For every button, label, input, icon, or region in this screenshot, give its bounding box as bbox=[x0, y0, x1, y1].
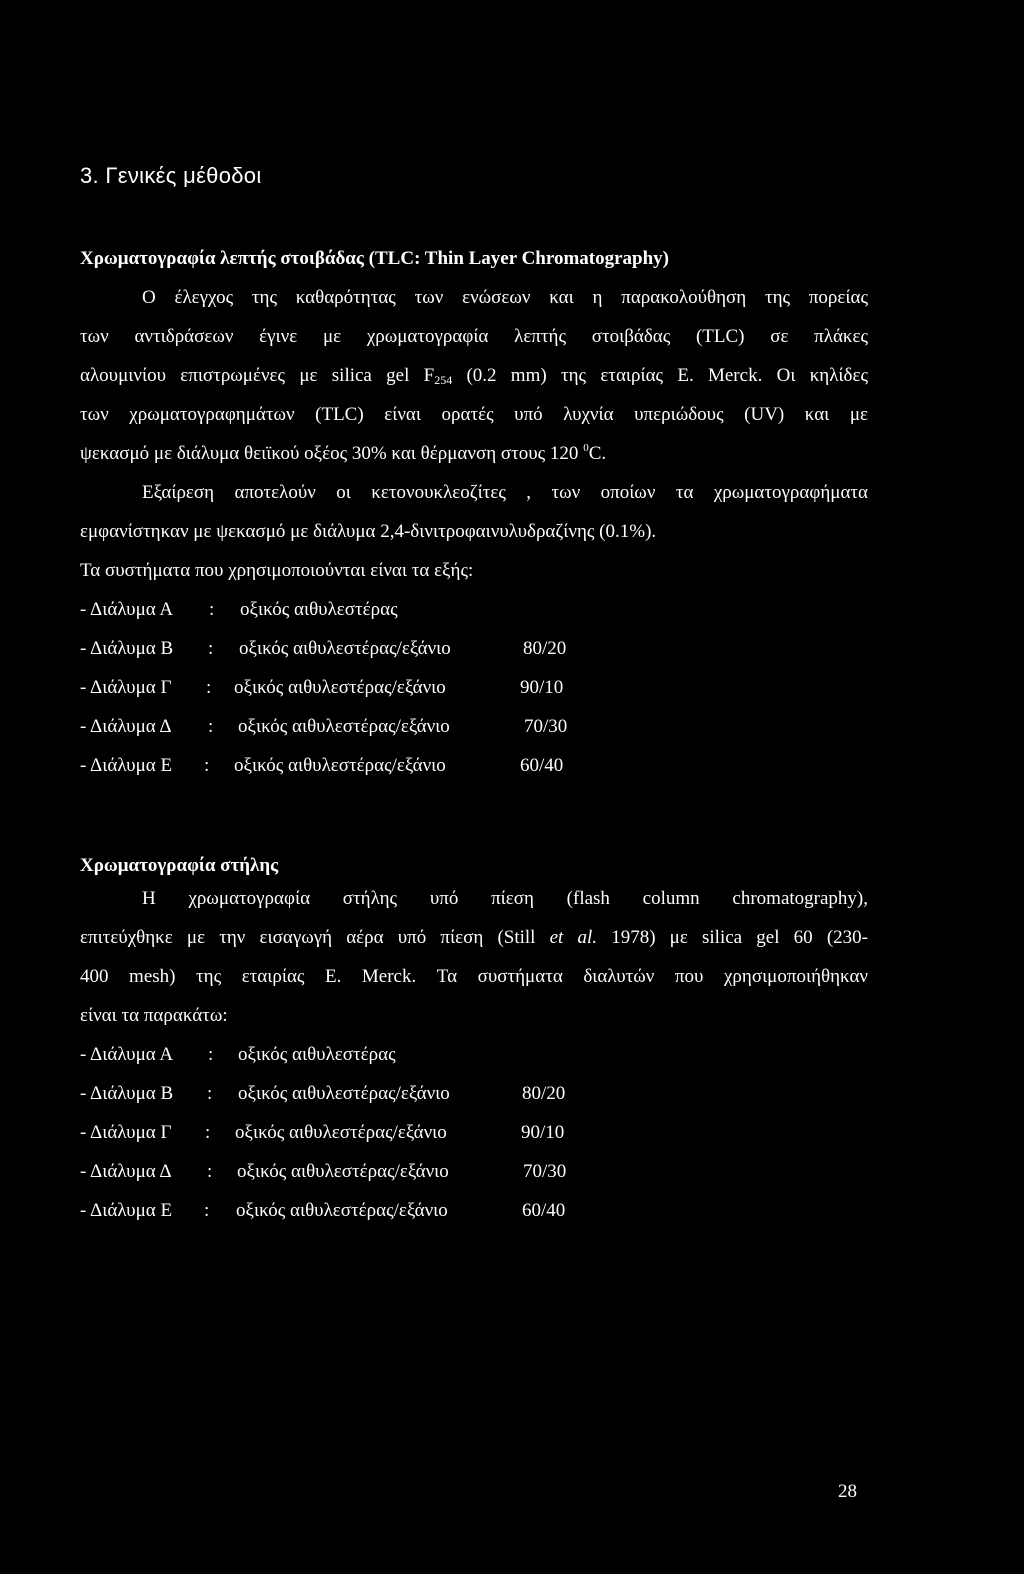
solution-label: - Διάλυμα Γ bbox=[80, 677, 172, 698]
solution-colon: : bbox=[205, 1122, 211, 1143]
tlc-paragraph-line: Τα συστήματα που χρησιμοποιούνται είναι τα εξής: bbox=[80, 560, 474, 581]
solution-label: - Διάλυμα Δ bbox=[80, 716, 172, 737]
solution-label: - Διάλυμα Ε bbox=[80, 755, 173, 776]
solution-description: οξικός αιθυλεστέρας/εξάνιο bbox=[237, 1161, 449, 1182]
solution-colon: : bbox=[209, 599, 215, 620]
solution-label: - Διάλυμα Β bbox=[80, 638, 174, 659]
column-paragraph-line: Η χρωματογραφία στήλης υπό πίεση (flash column chromatography), bbox=[142, 888, 868, 909]
solution-description: οξικός αιθυλεστέρας/εξάνιο bbox=[234, 677, 446, 698]
tlc-paragraph-line: των χρωματογραφημάτων (TLC) είναι ορατές υπό λυχνία υπεριώδους (UV) και με bbox=[80, 404, 868, 425]
solution-description: οξικός αιθυλεστέρας bbox=[240, 599, 398, 620]
column-paragraph-line: 400 mesh) της εταιρίας E. Merck. Τα συστήματα διαλυτών που χρησιμοποιήθηκαν bbox=[80, 966, 868, 987]
solution-colon: : bbox=[204, 755, 210, 776]
solution-description: οξικός αιθυλεστέρας/εξάνιο bbox=[234, 755, 446, 776]
column-paragraph-line: επιτεύχθηκε με την εισαγωγή αέρα υπό πίεση (Still et al. 1978) με silica gel 60 (230- bbox=[80, 927, 868, 948]
solution-ratio: 60/40 bbox=[522, 1200, 566, 1221]
solution-colon: : bbox=[207, 1161, 213, 1182]
solution-ratio: 60/40 bbox=[520, 755, 564, 776]
solution-ratio: 70/30 bbox=[523, 1161, 567, 1182]
solution-ratio: 70/30 bbox=[524, 716, 568, 737]
tlc-paragraph-line: των αντιδράσεων έγινε με χρωματογραφία λεπτής στοιβάδας (TLC) σε πλάκες bbox=[80, 326, 868, 347]
solution-colon: : bbox=[208, 716, 214, 737]
solution-label: - Διάλυμα Δ bbox=[80, 1161, 172, 1182]
solution-description: οξικός αιθυλεστέρας/εξάνιο bbox=[238, 1083, 450, 1104]
solution-label: - Διάλυμα Γ bbox=[80, 1122, 172, 1143]
solution-description: οξικός αιθυλεστέρας/εξάνιο bbox=[235, 1122, 447, 1143]
solution-colon: : bbox=[206, 677, 212, 698]
solution-description: οξικός αιθυλεστέρας/εξάνιο bbox=[238, 716, 450, 737]
solution-label: - Διάλυμα Β bbox=[80, 1083, 174, 1104]
solution-label: - Διάλυμα Α bbox=[80, 599, 174, 620]
solution-colon: : bbox=[208, 638, 214, 659]
tlc-paragraph-line: Ο έλεγχος της καθαρότητας των ενώσεων και η παρακολούθηση της πορείας bbox=[142, 287, 868, 308]
tlc-paragraph-line: αλουμινίου επιστρωμένες με silica gel F254 (0.2 mm) της εταιρίας E. Merck. Οι κηλίδες bbox=[80, 365, 868, 387]
section-title: 3. Γενικές μέθοδοι bbox=[80, 163, 262, 188]
solution-label: - Διάλυμα Α bbox=[80, 1044, 174, 1065]
solution-ratio: 90/10 bbox=[520, 677, 564, 698]
tlc-paragraph-line: εμφανίστηκαν με ψεκασμό με διάλυμα 2,4-δινιτροφαινυλυδραζίνης (0.1%). bbox=[80, 521, 657, 542]
solution-label: - Διάλυμα Ε bbox=[80, 1200, 173, 1221]
solution-ratio: 80/20 bbox=[522, 1083, 566, 1104]
solution-description: οξικός αιθυλεστέρας/εξάνιο bbox=[239, 638, 451, 659]
solution-colon: : bbox=[204, 1200, 210, 1221]
solution-ratio: 90/10 bbox=[521, 1122, 565, 1143]
solution-description: οξικός αιθυλεστέρας bbox=[238, 1044, 396, 1065]
solution-colon: : bbox=[207, 1083, 213, 1104]
column-heading: Χρωματογραφία στήλης bbox=[80, 855, 279, 876]
solution-ratio: 80/20 bbox=[523, 638, 567, 659]
column-paragraph-line: είναι τα παρακάτω: bbox=[80, 1005, 228, 1026]
solution-description: οξικός αιθυλεστέρας/εξάνιο bbox=[236, 1200, 448, 1221]
page-number: 28 bbox=[838, 1481, 857, 1502]
tlc-paragraph-line: Εξαίρεση αποτελούν οι κετονουκλεοζίτες , των οποίων τα χρωματογραφήματα bbox=[142, 482, 868, 503]
tlc-paragraph-line: ψεκασμό με διάλυμα θειϊκού οξέος 30% και θέρμανση στους 120 $^0$C. bbox=[80, 442, 607, 464]
solution-colon: : bbox=[208, 1044, 214, 1065]
tlc-heading: Χρωματογραφία λεπτής στοιβάδας (TLC: Thin Layer Chromatography) bbox=[80, 248, 670, 269]
